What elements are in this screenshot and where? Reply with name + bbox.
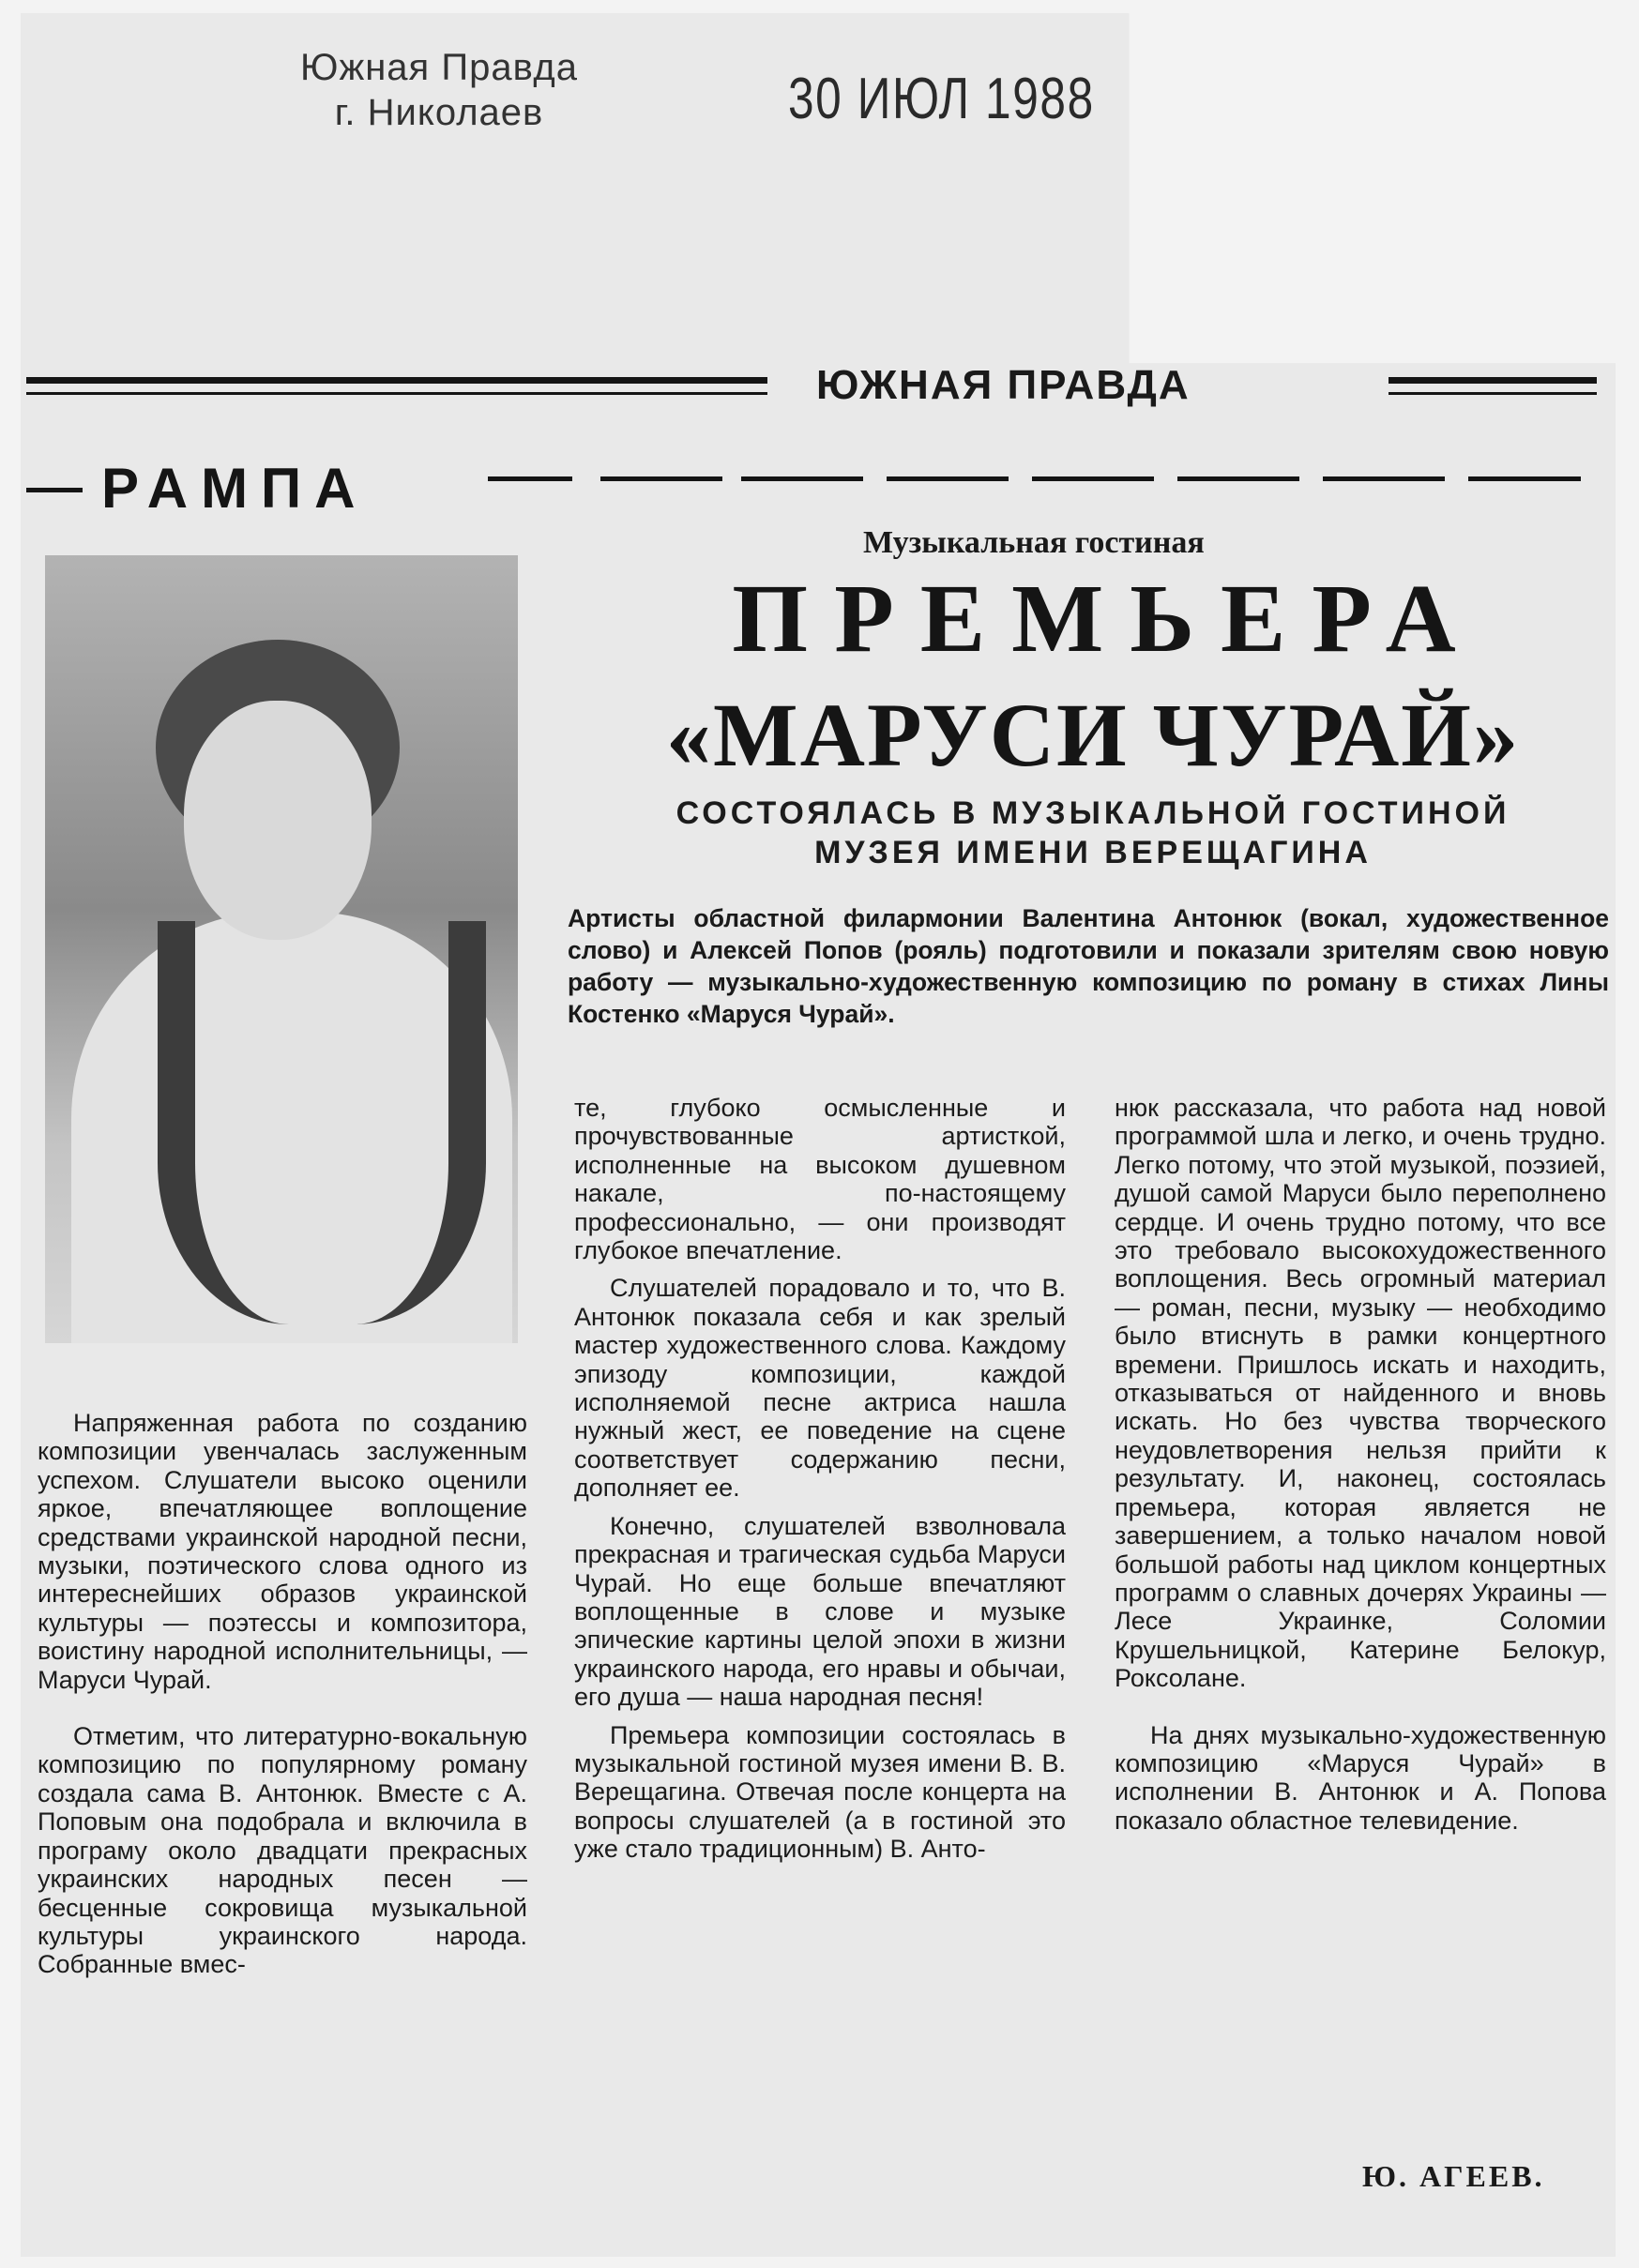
rubric-rule [1323,476,1445,481]
paragraph: На днях музыкально-художественную композицию «Маруся Чурай» в исполнении В. Антонюк и А. Попова показало областное телевидение. [1115,1720,1606,1835]
portrait-photo [45,555,518,1343]
rubric-rule [26,488,83,492]
article-column-1 [38,1409,527,1979]
masthead-rule-right-thin [1389,392,1597,395]
subtitle-line-2: МУЗЕЯ ИМЕНИ ВЕРЕЩАГИНА [814,835,1372,870]
rubric-rule [741,476,863,481]
paragraph: нюк рассказала, что работа над новой программой шла и легко, и очень трудно. Легко потому, что этой музыкой, поэзией, душой самой Маруси было переполнено сердце. И очень трудно потому, что все это требовало высокохудожественного воплощения. Весь огромный материал — роман, песни, музыку — необходимо было втиснуть в рамки концертного времени. Пришлось искать и находить, отказываться от найденного и вновь искать. Но без чувства творческого неудовлетворения нельзя прийти к результату. И, наконец, состоялась премьера, которая является не завершением, а только началом новой большой работы над циклом концертных программ о славных дочерях Украины — Лесе Украинке, Соломии Крушельницкой, Катерине Белокур, Роксолане. [1115,1094,1606,1693]
newspaper-name: ЮЖНАЯ ПРАВДА [816,362,1191,408]
article-kicker: Музыкальная гостиная [863,525,1205,560]
stamp-city: г. Николаев [334,92,544,133]
article-column-3 [1115,1094,1606,1835]
paragraph: Слушателей порадовало и то, что В. Антонюк показала себя и как зрелый мастер художественного слова. Каждому эпизоду композиции, каждой исполняемой песне актриса нашла нужный жест, ее поведение на сцене соответствует содержанию песни, дополняет ее. [574,1274,1066,1503]
paragraph: те, глубоко осмысленные и прочувствованные артисткой, исполненные на высоком душевном накале, по-настоящему профессионально, — они производят глубокое впечатление. [574,1094,1066,1265]
rubric-rule [1177,476,1299,481]
rubric-rule [600,476,722,481]
photo-face [184,701,372,940]
masthead-rule-left-thin [26,392,767,395]
article-lead: Артисты областной филармонии Валентина Антонюк (вокал, художественное слово) и Алексей Попов (рояль) подготовили и показали зрителям свою новую работу — музыкально-художественную композицию по роману в стихах Лины Костенко «Маруся Чурай». [568,904,1609,1028]
paragraph: Напряженная работа по созданию композиции увенчалась заслуженным успехом. Слушатели высоко оценили яркое, впечатляющее воплощение средствами украинской народной песни, музыки, поэтического слова одного из интереснейших образов украинской культуры — поэтессы и композитора, воистину народной исполнительницы, — Маруси Чурай. [38,1409,527,1694]
author-signature: Ю. АГЕЕВ. [1362,2159,1545,2193]
stamp-publication: Южная Правда [300,47,578,88]
headline-line-1: ПРЕМЬЕРА [732,565,1482,673]
rubric-rule [1032,476,1154,481]
article-column-2 [574,1094,1066,1864]
masthead-rule-left [26,377,767,384]
rubric-rule [887,476,1009,481]
paragraph: Отметим, что литературно-вокальную композицию по популярному роману создала сама В. Антонюк. Вместе с А. Поповым она подобрала и включила в програму около двадцати прекрасных украинских народных песен — бесценные сокровища музыкальной культуры украинского народа. Собранные вмес- [38,1722,527,1979]
headline-line-2: «МАРУСИ ЧУРАЙ» [666,685,1520,785]
masthead-rule-right [1389,377,1597,384]
photo-scarf [158,921,486,1324]
library-stamp [242,45,636,135]
rubric-title: РАМПА [101,457,369,520]
paragraph: Конечно, слушателей взволновала прекрасная и трагическая судьба Маруси Чурай. Но еще больше впечатляют воплощенные в слове и музыке эпические картины целой эпохи в жизни украинского народа, его нравы и обычаи, его душа — наша народная песня! [574,1511,1066,1712]
stamp-date: 30 ИЮЛ 1988 [788,67,1095,131]
rubric-rule [1468,476,1581,481]
subtitle-line-1: СОСТОЯЛАСЬ В МУЗЫКАЛЬНОЙ ГОСТИНОЙ [675,795,1510,831]
rubric-rule [488,476,572,481]
paragraph: Премьера композиции состоялась в музыкальной гостиной музея имени В. В. Верещагина. Отвечая после концерта на вопросы слушателей (а в гостиной это уже стало традиционным) В. Анто- [574,1720,1066,1864]
